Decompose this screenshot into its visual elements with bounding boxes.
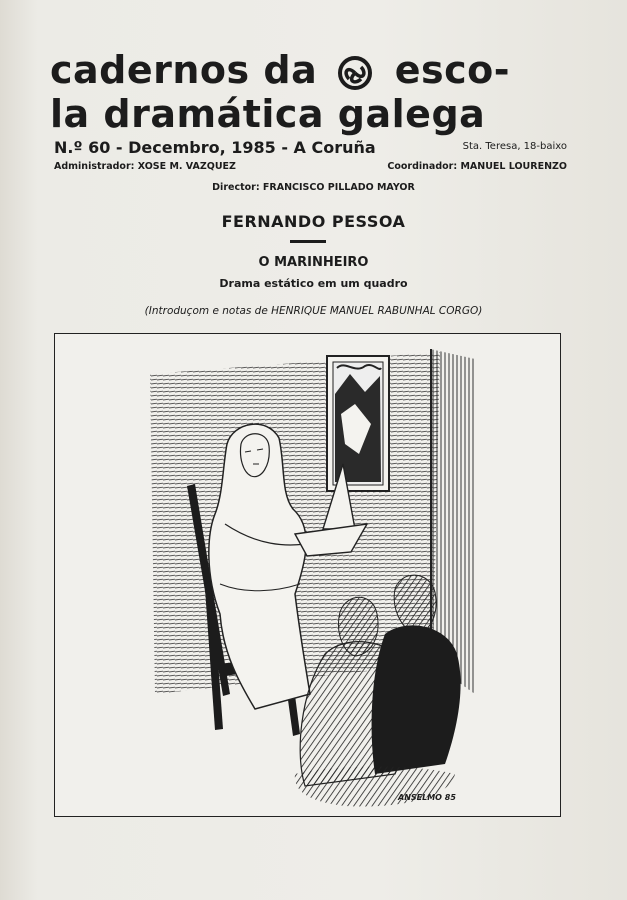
illustration-drawing — [55, 334, 561, 817]
introduction-credit: (Introduçom e notas de HENRIQUE MANUEL RABUNHAL CORGO) — [144, 305, 483, 317]
play-title: O MARINHEIRO — [258, 255, 369, 270]
window-painting — [327, 356, 389, 491]
masthead-title-part-a: cadernos da — [50, 48, 318, 92]
author-name: FERNANDO PESSOA — [221, 212, 406, 231]
publisher-address: Sta. Teresa, 18-baixo — [462, 141, 567, 152]
play-subtitle: Drama estático em um quadro — [219, 277, 408, 290]
cover-illustration — [54, 333, 561, 817]
director-credit: Director: FRANCISCO PILLADO MAYOR — [212, 182, 415, 193]
masthead-line-2: la dramática galega — [50, 92, 486, 136]
spiral-logo-icon — [333, 55, 377, 91]
issue-info: N.º 60 - Decembro, 1985 - A Coruña — [54, 138, 376, 157]
masthead-line-1 — [50, 50, 570, 91]
artist-signature: ANSELMO 85 — [398, 793, 456, 802]
coordinator-credit: Coordinador: MANUEL LOURENZO — [387, 161, 567, 172]
administrator-credit: Administrador: XOSE M. VAZQUEZ — [54, 161, 236, 172]
masthead-title-part-b: esco- — [394, 48, 510, 92]
title-divider — [290, 240, 326, 243]
